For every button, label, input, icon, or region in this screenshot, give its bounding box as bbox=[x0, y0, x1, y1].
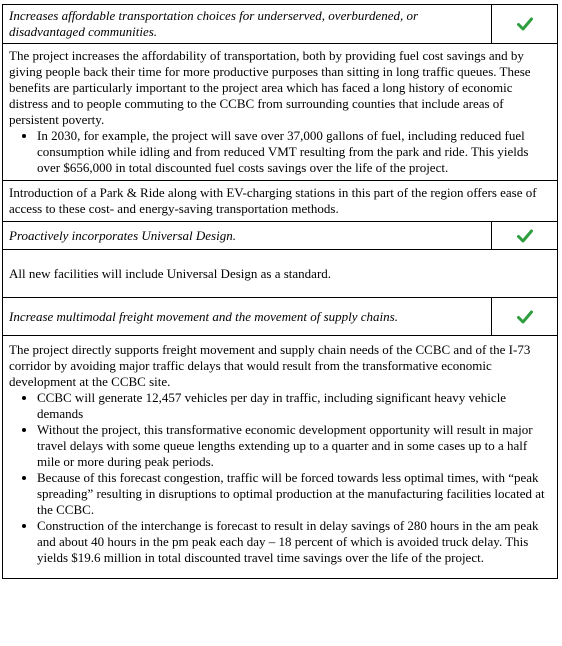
check-cell bbox=[492, 222, 557, 249]
body-row bbox=[3, 335, 557, 578]
check-mark-icon bbox=[517, 17, 533, 31]
body-paragraph: All new facilities will include Universal Design as a standard. bbox=[9, 265, 332, 281]
check-cell bbox=[492, 298, 557, 335]
body-cell bbox=[3, 336, 557, 578]
body-row bbox=[3, 180, 557, 221]
criteria-text: Increases affordable transportation choices for underserved, overburdened, or disadvantaged communities. bbox=[3, 5, 492, 43]
bullet-item: • Construction of the interchange is forecast to result in delay savings of 280 hours in the am peak and about 40 hours in the pm peak each day – 18 percent of which is avoided truck delay. This yields $19.6 million in total discounted travel time savings over the life of the project. bbox=[37, 518, 551, 566]
body-row bbox=[3, 43, 557, 180]
criteria-row bbox=[3, 221, 557, 249]
check-mark-icon bbox=[517, 229, 533, 243]
check-mark-icon bbox=[517, 310, 533, 324]
body-cell bbox=[3, 44, 557, 180]
body-paragraph: The project increases the affordability of transportation, both by providing fuel cost savings and by giving people back their time for more productive purposes than sitting in long traffic queues. These benefits are particularly important to the project area which has faced a long history of economic distress and to people commuting to the CCBC from surrounding counties that include areas of persistent poverty. bbox=[9, 48, 531, 127]
criteria-row bbox=[3, 297, 557, 335]
bullet-item: • Because of this forecast congestion, traffic will be forced towards less optimal times, with “peak spreading” resulting in disruptions to optimal production at the manufacturing facilities located at the CCBC. bbox=[37, 470, 551, 518]
body-row bbox=[3, 249, 557, 297]
body-paragraph: The project directly supports freight movement and supply chain needs of the CCBC and of the I-73 corridor by avoiding major traffic delays that would result from the transformative economic development at the CCBC site. bbox=[9, 342, 531, 389]
criteria-text: Increase multimodal freight movement and the movement of supply chains. bbox=[3, 298, 492, 335]
criteria-row bbox=[3, 5, 557, 43]
body-cell bbox=[3, 250, 557, 297]
bullet-item: • CCBC will generate 12,457 vehicles per day in traffic, including significant heavy vehicle demands bbox=[37, 390, 551, 422]
bullet-item: • Without the project, this transformative economic development opportunity will result in major travel delays with some queue lengths extending up to a quarter and in some cases up to a half mile or more during peak periods. bbox=[37, 422, 551, 470]
bullet-list bbox=[9, 128, 551, 176]
body-paragraph: Introduction of a Park & Ride along with EV-charging stations in this part of the region offers ease of access to these cost- and energy-saving transportation methods. bbox=[9, 185, 537, 216]
criteria-text: Proactively incorporates Universal Design. bbox=[3, 222, 492, 249]
bullet-item: • In 2030, for example, the project will save over 37,000 gallons of fuel, including reduced fuel consumption while idling and from reduced VMT resulting from the park and ride. This yields over $656,000 in total discounted fuel costs savings over the life of the project. bbox=[37, 128, 551, 176]
body-cell bbox=[3, 181, 557, 221]
bullet-list bbox=[9, 390, 551, 566]
check-cell bbox=[492, 5, 557, 43]
document-table bbox=[2, 4, 558, 579]
